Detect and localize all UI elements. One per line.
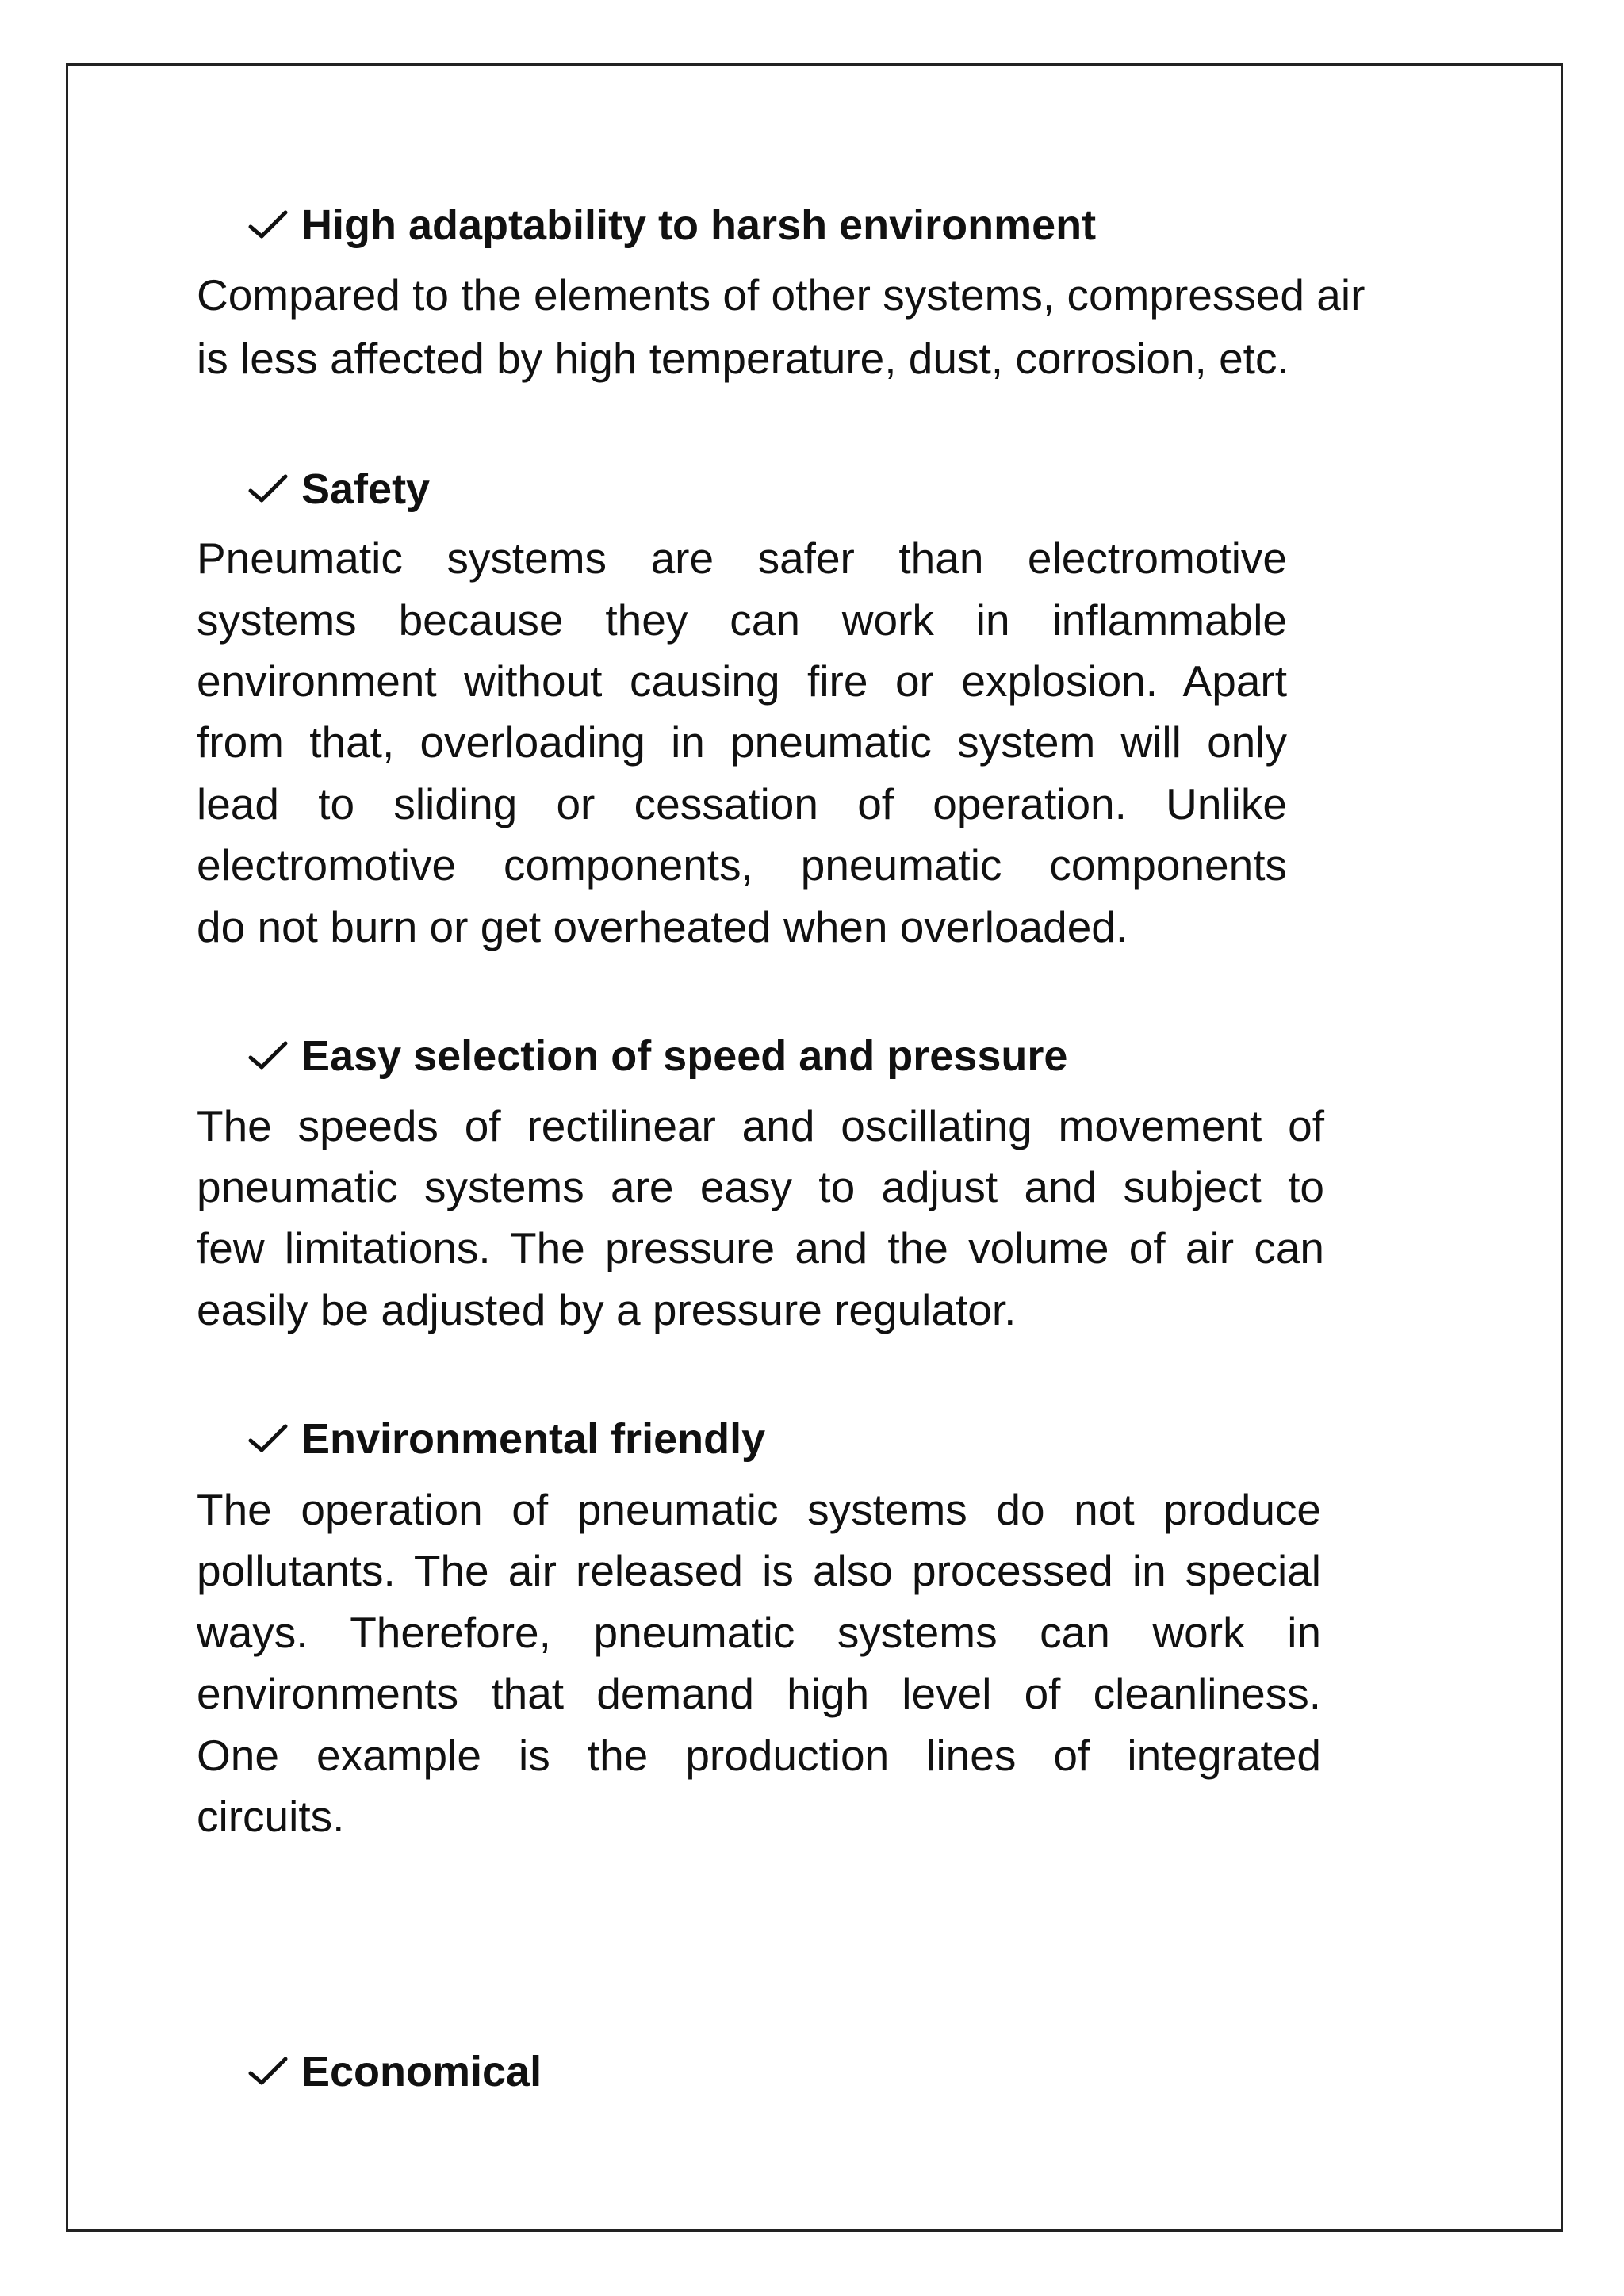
checkmark-icon [246,209,290,241]
paragraph-line: pneumatic systems are easy to adjust and subject to [197,1162,1324,1211]
checkmark-icon [246,473,290,505]
paragraph-line: few limitations. The pressure and the volume of air can [197,1223,1324,1272]
paragraph-line: One example is the production lines of integrated [197,1731,1321,1780]
checkmark-icon [246,2056,290,2087]
paragraph-line: Compared to the elements of other systems, compressed air [197,270,1365,320]
heading-text: Safety [301,465,431,513]
heading-text: High adaptability to harsh environment [301,201,1097,249]
paragraph-line: systems because they can work in inflammable [197,595,1287,645]
paragraph-line: do not burn or get overheated when overloaded. [197,902,1128,951]
paragraph-line: environments that demand high level of cleanliness. [197,1669,1321,1718]
paragraph-line: The operation of pneumatic systems do not produce [197,1485,1321,1534]
heading-safety [246,464,430,515]
paragraph-line: from that, overloading in pneumatic system will only [197,718,1287,767]
paragraph-line: is less affected by high temperature, dust, corrosion, etc. [197,334,1289,383]
heading-text: Environmental friendly [301,1415,766,1463]
heading-speed-pressure [246,1031,1067,1081]
paragraph-line: circuits. [197,1792,345,1841]
heading-harsh-environment [246,200,1096,251]
paragraph-line: The speeds of rectilinear and oscillating movement of [197,1101,1324,1150]
paragraph-line: environment without causing fire or explosion. Apart [197,656,1287,706]
paragraph-line: ways. Therefore, pneumatic systems can work in [197,1608,1321,1657]
heading-text: Easy selection of speed and pressure [301,1032,1068,1080]
paragraph-line: pollutants. The air released is also processed in special [197,1546,1321,1595]
paragraph-line: Pneumatic systems are safer than electromotive [197,534,1287,583]
paragraph-line: easily be adjusted by a pressure regulator. [197,1285,1017,1334]
heading-environmental [246,1414,765,1464]
paragraph-line: electromotive components, pneumatic components [197,840,1287,890]
paragraph-line: lead to sliding or cessation of operation. Unlike [197,779,1287,828]
heading-economical [246,2046,542,2097]
heading-text: Economical [301,2048,542,2095]
checkmark-icon [246,1423,290,1455]
checkmark-icon [246,1040,290,1072]
